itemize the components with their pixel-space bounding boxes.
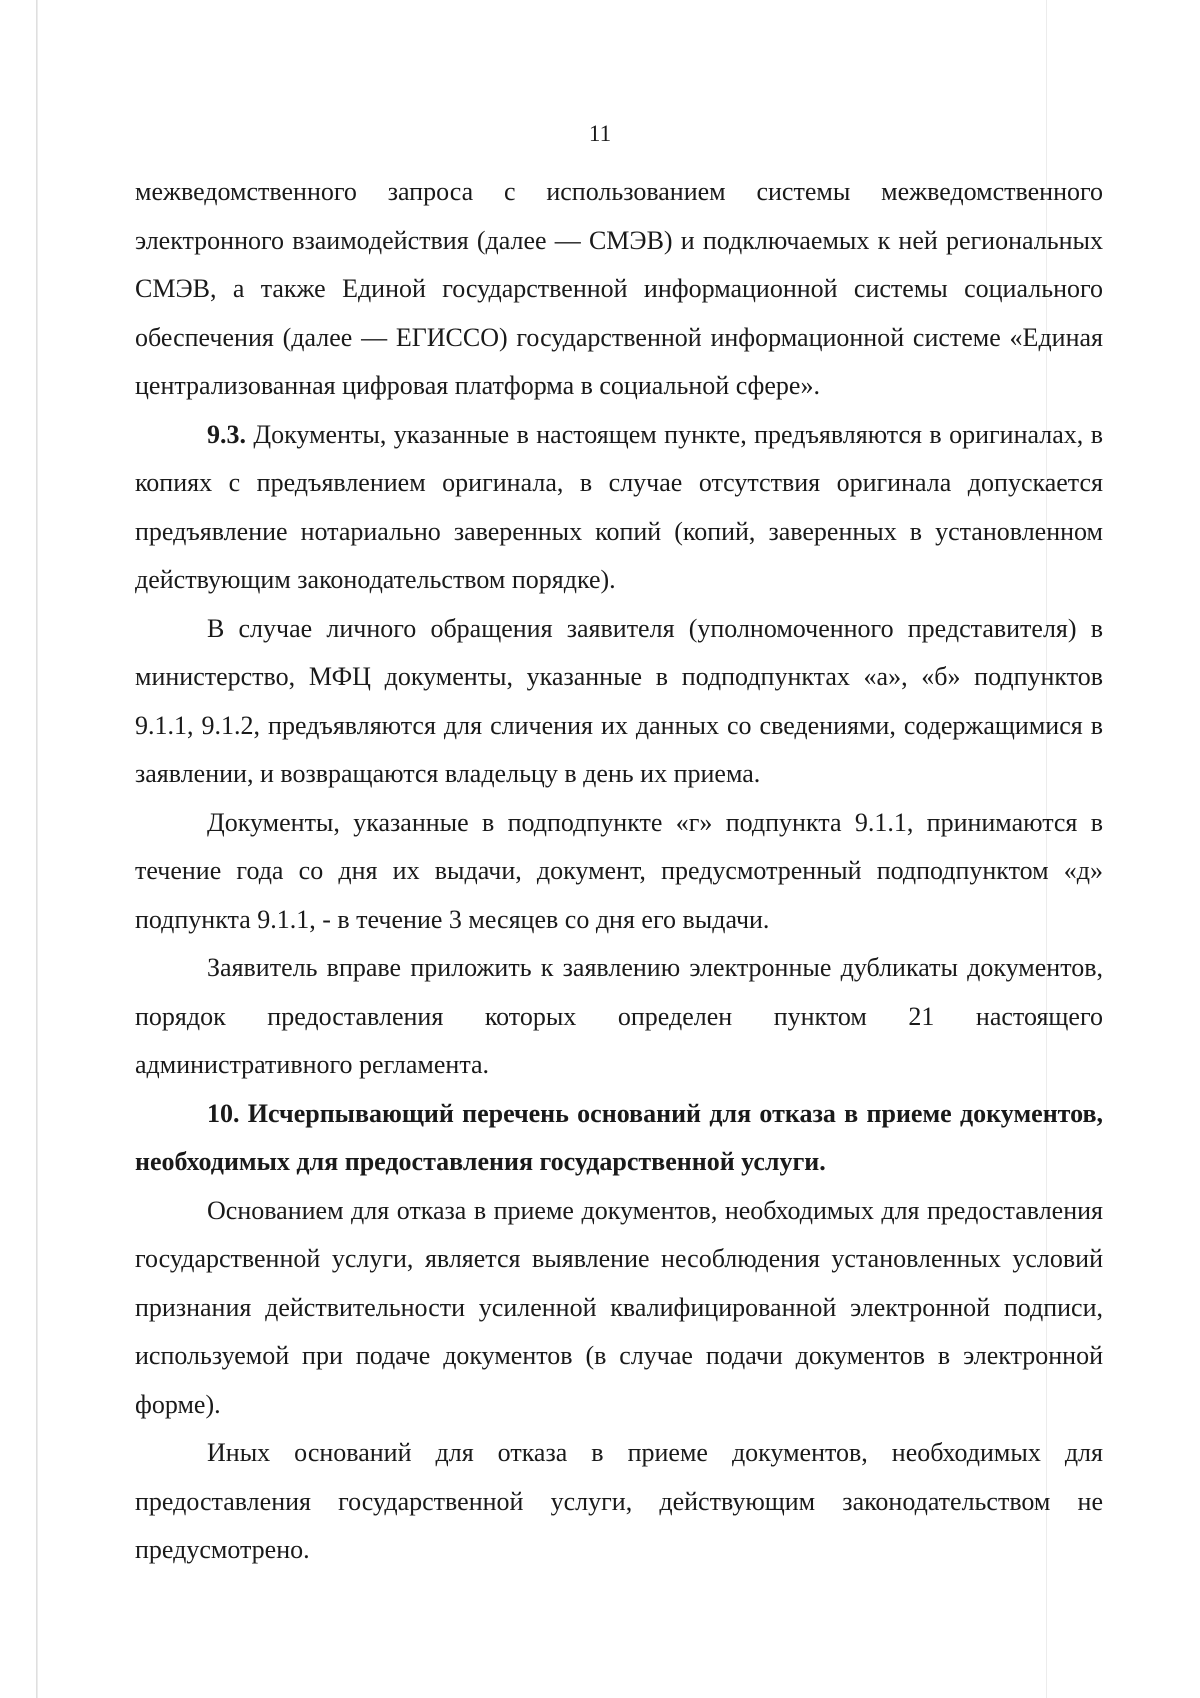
document-body [135, 168, 1103, 1575]
paragraph-validity: Документы, указанные в подподпункте «г» подпункта 9.1.1, принимаются в течение года со дня их выдачи, документ, предусмотренный подподпунктом «д» подпункта 9.1.1, - в течение 3 месяцев со дня его выдачи. [135, 807, 1103, 934]
scan-edge-left [36, 0, 38, 1698]
paragraph-continuation: межведомственного запроса с использованием системы межведомственного электронного взаимодействия (далее — СМЭВ) и подключаемых к ней региональных СМЭВ, а также Единой государственной информационной системы социального обеспечения (далее — ЕГИССО) государственной информационной системе «Единая централизованная цифровая платформа в социальной сфере». [135, 177, 1103, 400]
paragraph-no-other-grounds: Иных оснований для отказа в приеме документов, необходимых для предоставления государственной услуги, действующим законодательством не предусмотрено. [135, 1438, 1103, 1564]
paragraph-personal-appeal: В случае личного обращения заявителя (уполномоченного представителя) в министерство, МФЦ документы, указанные в подподпунктах «а», «б» подпунктов 9.1.1, 9.1.2, предъявляются для сличения их данных со сведениями, содержащимися в заявлении, и возвращаются владельцу в день их приема. [135, 613, 1103, 788]
page-number: 11 [588, 121, 612, 146]
clause-text: Документы, указанные в настоящем пункте, предъявляются в оригиналах, в копиях с предъявлением оригинала, в случае отсутствия оригинала допускается предъявление нотариально заверенных копий (копий, заверенных в установленном действующим законодательством порядке). [135, 419, 1103, 594]
paragraph-refusal-grounds: Основанием для отказа в приеме документов, необходимых для предоставления государственной услуги, является выявление несоблюдения установленных условий признания действительности усиленной квалифицированной электронной подписи, используемой при подаче документов (в случае подачи документов в электронной форме). [135, 1195, 1103, 1419]
paragraph-9-3 [135, 411, 1103, 605]
clause-number: 9.3. [207, 419, 246, 449]
section-heading-10: 10. Исчерпывающий перечень оснований для отказа в приеме документов, необходимых для предоставления государственной услуги. [135, 1098, 1103, 1176]
paragraph-electronic-duplicates: Заявитель вправе приложить к заявлению электронные дубликаты документов, порядок предоставления которых определен пунктом 21 настоящего административного регламента. [135, 953, 1103, 1079]
